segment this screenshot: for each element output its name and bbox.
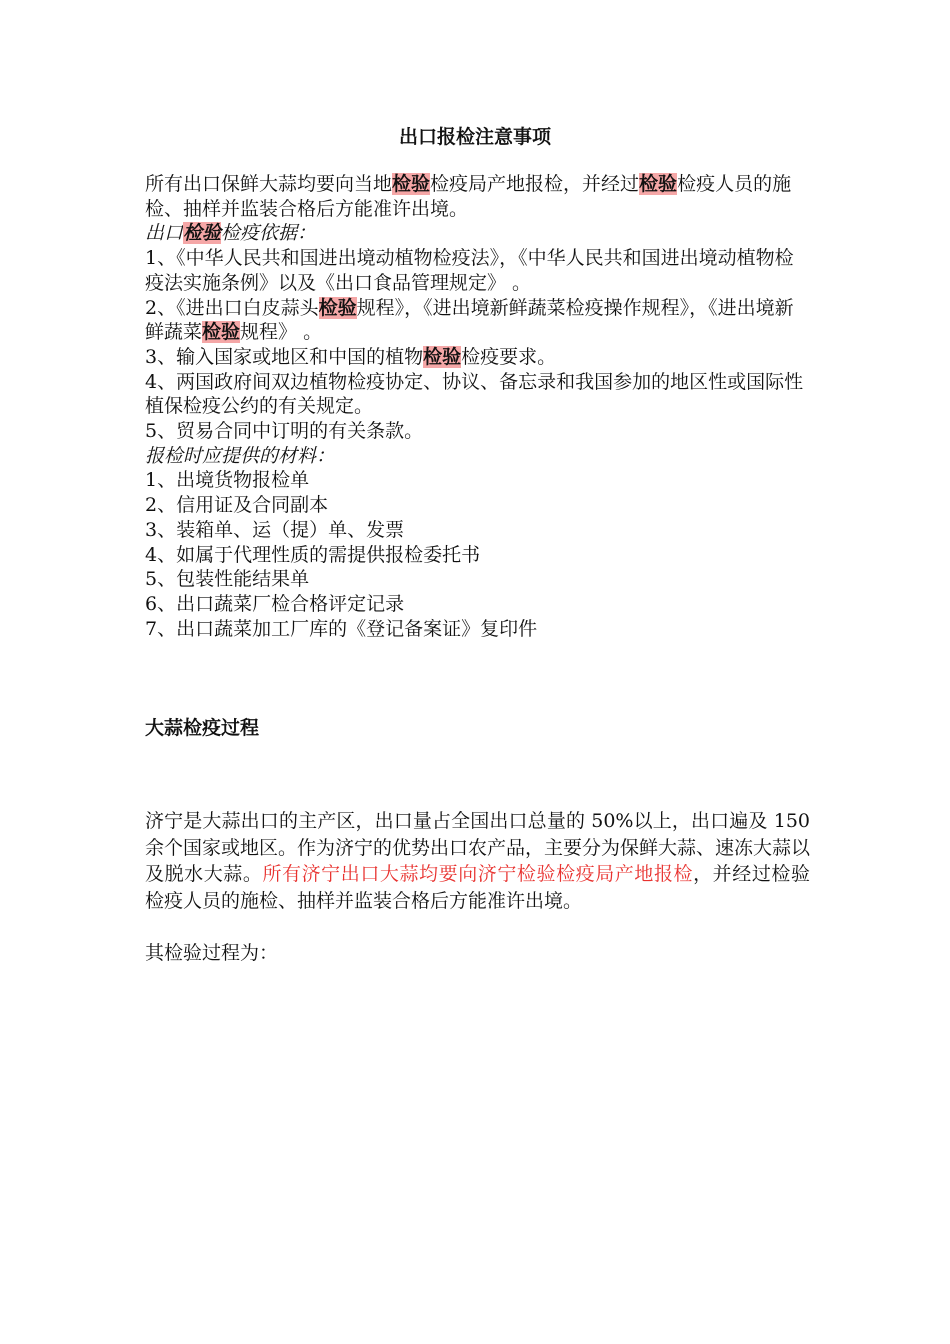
basis-item-2-c: 规程》 。 xyxy=(240,321,323,344)
basis-heading-a: 出口 xyxy=(145,222,184,245)
materials-item: 5、包装性能结果单 xyxy=(145,568,310,591)
process-intro: 其检验过程为： xyxy=(145,942,279,964)
materials-item: 6、出口蔬菜厂检合格评定记录 xyxy=(145,592,405,615)
highlight-inspection: 检验 xyxy=(202,321,241,344)
basis-item-5: 5、贸易合同中订明的有关条款。 xyxy=(145,420,424,443)
page-title: 出口报检注意事项 xyxy=(398,126,551,148)
highlight-inspection: 检验 xyxy=(318,296,357,319)
basis-heading xyxy=(145,221,810,246)
intro-text-a: 所有出口保鲜大蒜均要向当地 xyxy=(145,173,393,195)
materials-item: 4、如属于代理性质的需提供报检委托书 xyxy=(145,543,481,566)
basis-item-2 xyxy=(145,296,810,345)
intro-text-b: 检疫局产地报检，并经过 xyxy=(430,173,640,195)
paragraph-spacer xyxy=(145,914,810,940)
garlic-quarantine-section xyxy=(145,808,810,967)
materials-item: 1、出境货物报检单 xyxy=(145,469,310,492)
garlic-red-text: 所有济宁出口大蒜均要向济宁检验检疫局产地报检 xyxy=(262,863,694,885)
basis-item-3-a: 3、输入国家或地区和中国的植物 xyxy=(145,345,424,368)
highlight-inspection: 检验 xyxy=(423,345,462,368)
basis-item-2-b: 规程》，《进出境新鲜蔬菜检疫操作规程》，《进出境新鲜蔬菜 xyxy=(145,296,794,344)
highlight-inspection: 检验 xyxy=(639,173,678,195)
garlic-text-a: 济宁是大蒜出口的主产区，出口量占全国出口总量的 50%以上，出口遍及 150 余个国家或地区。作为济宁的优势出口农产品，主要分为保鲜大蒜、速冻大蒜以及脱水大蒜。 xyxy=(145,810,811,885)
section-title-garlic-quarantine: 大蒜检疫过程 xyxy=(145,717,260,739)
garlic-text-b: ，并经过检验检疫人员的施检、抽样并监装合格后方能准许出境。 xyxy=(145,863,810,912)
materials-item: 7、出口蔬菜加工厂库的《登记备案证》复印件 xyxy=(145,617,538,640)
basis-heading-b: 检疫依据： xyxy=(221,222,317,245)
basis-item-3 xyxy=(145,345,810,370)
materials-heading: 报检时应提供的材料： xyxy=(145,444,336,467)
materials-item: 3、装箱单、运（提）单、发票 xyxy=(145,518,405,541)
basis-item-3-b: 检疫要求。 xyxy=(461,345,557,368)
intro-text-c: 检疫人员的施检、抽样并监装合格后方能准许出境。 xyxy=(145,173,792,220)
garlic-paragraph xyxy=(145,808,810,914)
highlight-inspection: 检验 xyxy=(392,173,431,195)
intro-paragraph xyxy=(145,172,810,221)
materials-item: 2、信用证及合同副本 xyxy=(145,494,329,517)
export-notes-section xyxy=(145,172,810,641)
highlight-inspection: 检验 xyxy=(183,222,222,245)
basis-item-2-a: 2、《进出口白皮蒜头 xyxy=(145,296,319,319)
basis-item-1: 1、《中华人民共和国进出境动植物检疫法》，《中华人民共和国进出境动植物检疫法实施条例》以及《出口食品管理规定》 。 xyxy=(145,247,794,294)
basis-item-4: 4、两国政府间双边植物检疫协定、协议、备忘录和我国参加的地区性或国际性植保检疫公约的有关规定。 xyxy=(145,370,804,418)
